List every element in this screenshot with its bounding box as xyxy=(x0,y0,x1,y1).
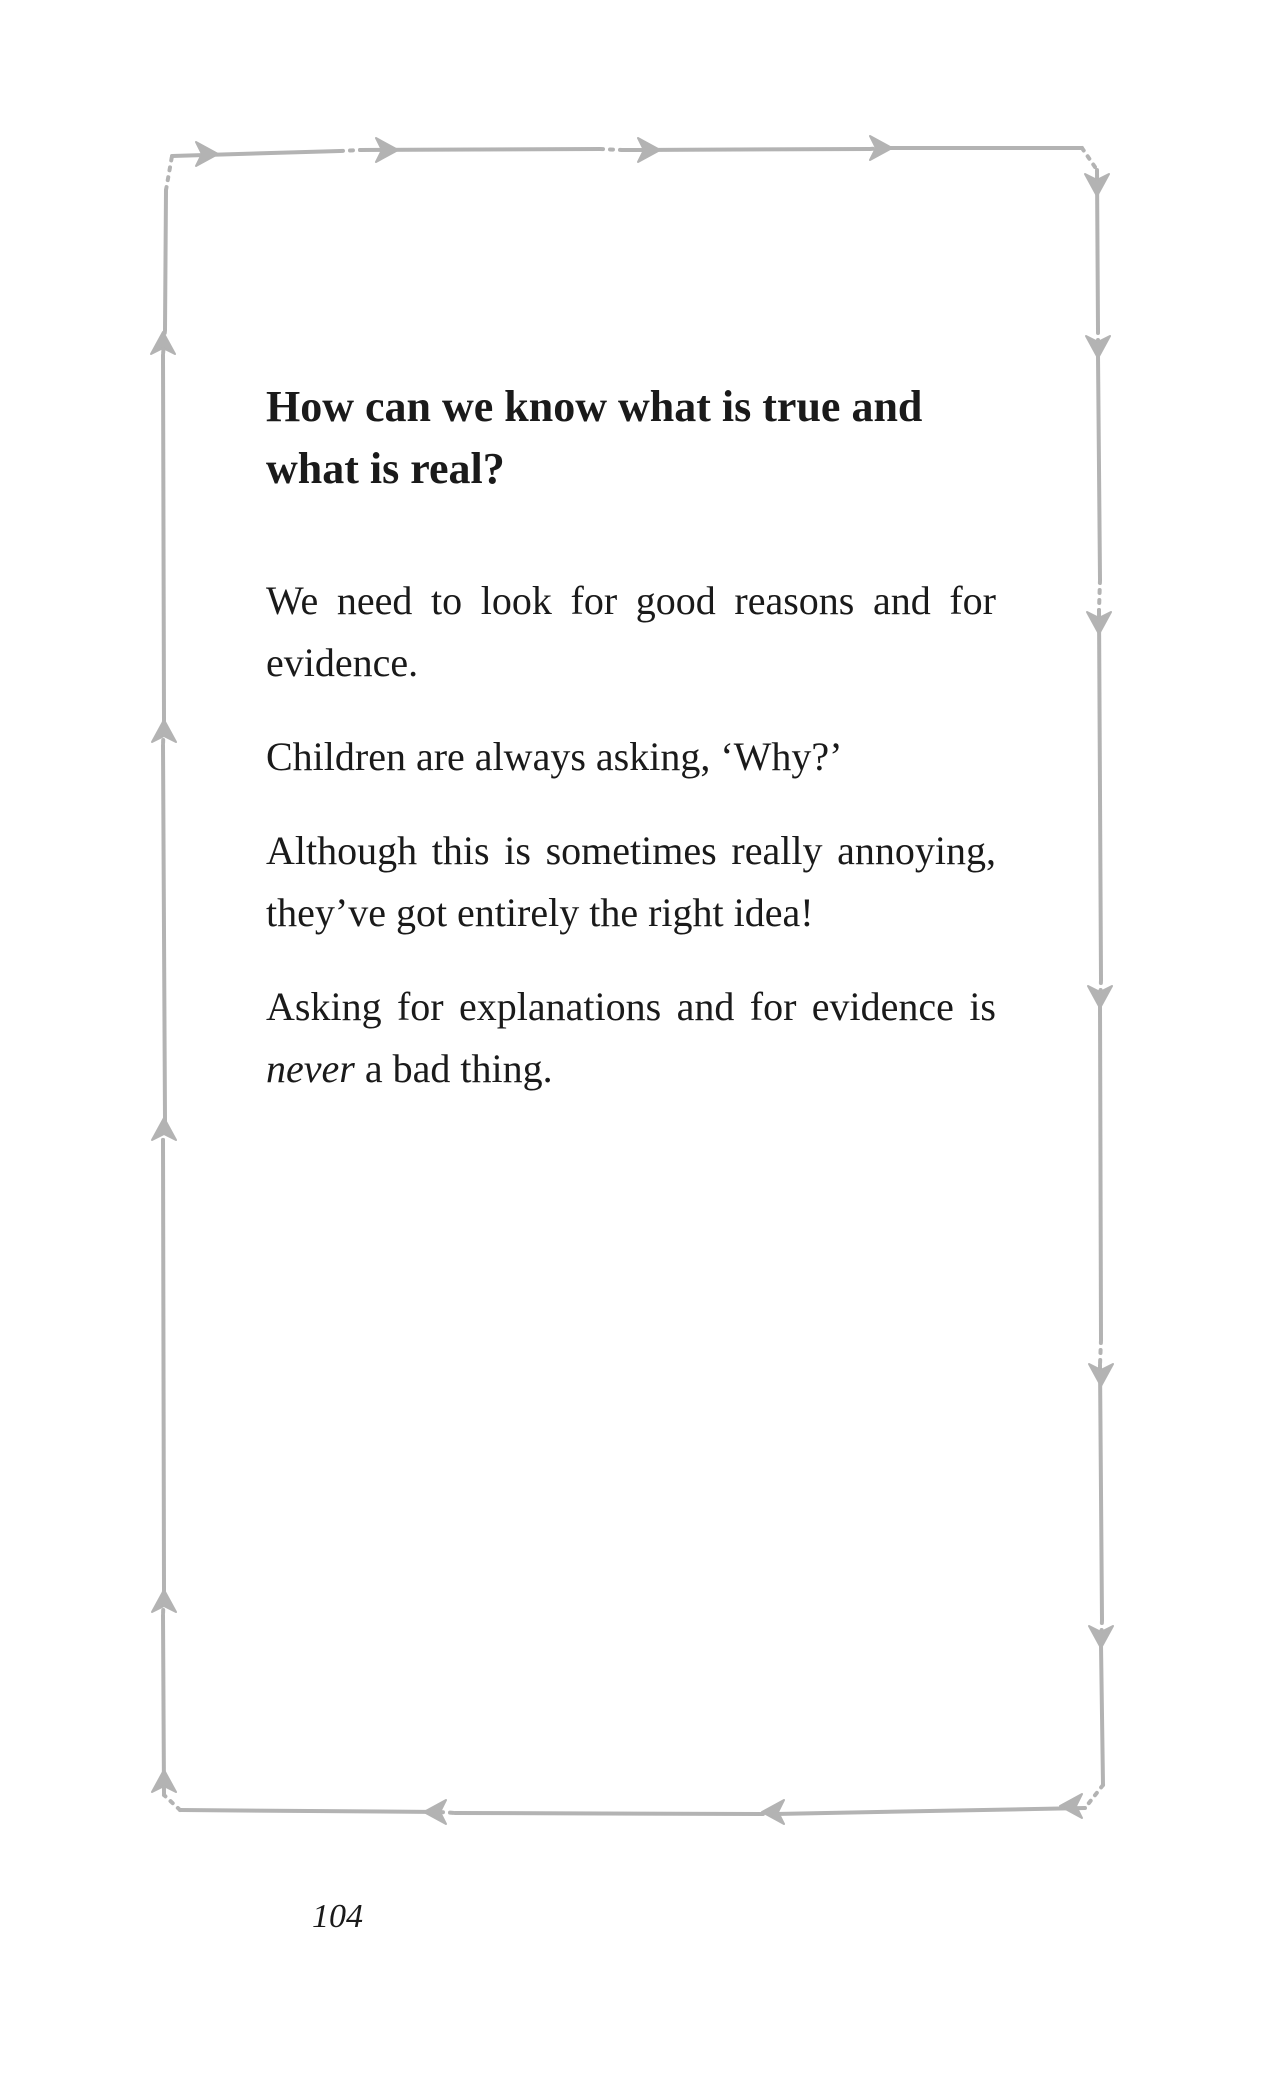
emphasis-never: never xyxy=(266,1046,355,1091)
page-content xyxy=(266,376,996,1132)
page-heading: How can we know what is true and what is real? xyxy=(266,382,923,493)
paragraph-evidence: We need to look for good reasons and for evidence. xyxy=(266,578,996,685)
paragraph-never-bad xyxy=(266,976,996,1100)
paragraph-right-idea: Although this is sometimes really annoying, they’ve got entirely the right idea! xyxy=(266,828,996,935)
paragraph-children-why: Children are always asking, ‘Why?’ xyxy=(266,734,843,779)
page-number: 104 xyxy=(312,1898,363,1935)
paragraph-never-bad-start: Asking for explanations and for evidence is xyxy=(266,984,996,1029)
paragraph-never-bad-end: a bad thing. xyxy=(354,1046,553,1091)
